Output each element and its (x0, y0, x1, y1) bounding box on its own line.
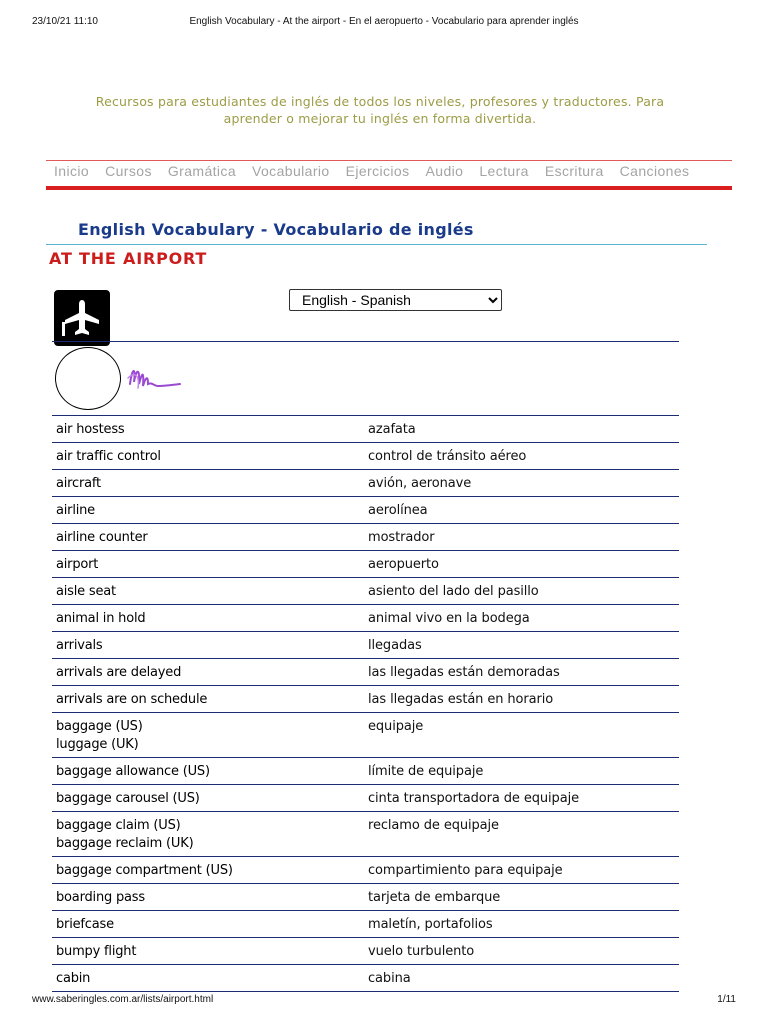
vocab-english-term: animal in hold (56, 611, 146, 626)
nav-item-canciones[interactable]: Canciones (619, 163, 690, 179)
vocab-row (52, 604, 679, 631)
vocab-english-term: baggage claim (US) (56, 818, 181, 833)
print-page-number: 1/11 (717, 994, 736, 1005)
nav-item-audio[interactable]: Audio (425, 163, 464, 179)
vocab-english (52, 686, 365, 712)
vocab-english (52, 659, 365, 685)
vocab-row (52, 415, 679, 442)
language-pair-select[interactable] (289, 289, 502, 311)
vocab-english-term: arrivals are on schedule (56, 692, 208, 707)
vocab-english (52, 497, 365, 523)
vocab-english (52, 713, 365, 757)
audio-player-circle[interactable] (55, 347, 121, 410)
vocab-spanish: maletín, portafolios (368, 917, 493, 932)
vocab-row (52, 937, 679, 964)
vocab-english-term: baggage carousel (US) (56, 791, 200, 806)
vocab-row (52, 712, 679, 757)
vocab-spanish: compartimiento para equipaje (368, 863, 563, 878)
vocab-row (52, 964, 679, 992)
vocab-english-term: air hostess (56, 422, 125, 437)
vocab-spanish: animal vivo en la bodega (368, 611, 530, 626)
page-heading: English Vocabulary - Vocabulario de inglés (78, 220, 474, 239)
nav-item-ejercicios[interactable]: Ejercicios (345, 163, 410, 179)
vocab-row (52, 757, 679, 784)
nav-item-vocabulario[interactable]: Vocabulario (252, 163, 330, 179)
vocab-english-term: airline counter (56, 530, 148, 545)
vocab-english (52, 965, 365, 991)
vocab-spanish: las llegadas están demoradas (368, 665, 560, 680)
print-url: www.saberingles.com.ar/lists/airport.html (32, 994, 214, 1005)
vocab-row (52, 577, 679, 604)
vocab-spanish: vuelo turbulento (368, 944, 475, 959)
vocab-english (52, 578, 365, 604)
vocab-row (52, 496, 679, 523)
vocab-row (52, 469, 679, 496)
vocab-spanish: cinta transportadora de equipaje (368, 791, 579, 806)
nav-top-rule (46, 160, 732, 161)
vocab-english-term: arrivals are delayed (56, 665, 182, 680)
vocab-english (52, 938, 365, 964)
vocab-english (52, 605, 365, 631)
vocab-row (52, 442, 679, 469)
vocab-english (52, 812, 365, 856)
nav-item-inicio[interactable]: Inicio (54, 163, 90, 179)
print-footer (32, 994, 736, 1008)
vocabulary-table (52, 415, 679, 992)
vocab-english-term: boarding pass (56, 890, 145, 905)
vocab-english (52, 884, 365, 910)
scribble-icon (124, 360, 184, 396)
vocab-row (52, 811, 679, 856)
vocab-row (52, 910, 679, 937)
vocab-row (52, 685, 679, 712)
vocab-english-term: baggage (US) (56, 719, 143, 734)
vocab-spanish: cabina (368, 971, 411, 986)
vocab-english (52, 524, 365, 550)
main-nav (46, 162, 732, 184)
vocab-english-term: luggage (UK) (56, 737, 139, 752)
page-subheading: AT THE AIRPORT (49, 249, 208, 268)
tagline-line-1: Recursos para estudiantes de inglés de todos los niveles, profesores y traductores. Para (95, 94, 665, 109)
nav-item-lectura[interactable]: Lectura (479, 163, 529, 179)
nav-bottom-rule (46, 186, 732, 190)
vocab-english (52, 857, 365, 883)
print-date: 23/10/21 11:10 (32, 16, 98, 27)
vocab-english (52, 911, 365, 937)
vocab-english-term: aircraft (56, 476, 101, 491)
vocab-row (52, 658, 679, 685)
vocab-english-term: briefcase (56, 917, 114, 932)
vocab-english (52, 632, 365, 658)
nav-item-gramatica[interactable]: Gramática (167, 163, 237, 179)
vocab-english-term: air traffic control (56, 449, 161, 464)
vocab-spanish: control de tránsito aéreo (368, 449, 527, 464)
vocab-spanish: aeropuerto (368, 557, 439, 572)
vocab-english (52, 785, 365, 811)
vocab-row (52, 523, 679, 550)
vocab-english-term: airport (56, 557, 99, 572)
vocab-spanish: aerolínea (368, 503, 428, 518)
vocab-spanish: tarjeta de embarque (368, 890, 501, 905)
vocab-english-term: baggage reclaim (UK) (56, 836, 194, 851)
site-tagline (60, 93, 700, 127)
vocab-row (52, 784, 679, 811)
vocab-english (52, 470, 365, 496)
nav-item-cursos[interactable]: Cursos (105, 163, 152, 179)
vocab-english-term: arrivals (56, 638, 103, 653)
vocab-spanish: azafata (368, 422, 416, 437)
tagline-line-2: aprender o mejorar tu inglés en forma divertida. (223, 111, 537, 126)
vocab-english (52, 443, 365, 469)
nav-item-escritura[interactable]: Escritura (544, 163, 604, 179)
vocab-spanish: llegadas (368, 638, 422, 653)
vocab-english-term: baggage compartment (US) (56, 863, 233, 878)
airplane-icon (54, 290, 110, 346)
vocab-row (52, 631, 679, 658)
vocab-spanish: equipaje (368, 719, 424, 734)
vocab-spanish: mostrador (368, 530, 435, 545)
table-top-rule (52, 341, 679, 342)
vocab-spanish: asiento del lado del pasillo (368, 584, 539, 599)
print-header (32, 16, 736, 30)
heading-rule (46, 244, 707, 245)
vocab-english-term: bumpy flight (56, 944, 137, 959)
vocab-row (52, 856, 679, 883)
vocab-row (52, 883, 679, 910)
vocab-row (52, 550, 679, 577)
vocab-english-term: baggage allowance (US) (56, 764, 210, 779)
vocab-english-term: airline (56, 503, 95, 518)
vocab-english-term: cabin (56, 971, 91, 986)
vocab-english (52, 416, 365, 442)
print-page-title: English Vocabulary - At the airport - En el aeropuerto - Vocabulario para aprender inglés (189, 16, 579, 27)
vocab-english-term: aisle seat (56, 584, 116, 599)
vocab-english (52, 758, 365, 784)
vocab-spanish: las llegadas están en horario (368, 692, 554, 707)
vocab-spanish: límite de equipaje (368, 764, 484, 779)
vocab-english (52, 551, 365, 577)
vocab-spanish: avión, aeronave (368, 476, 472, 491)
vocab-spanish: reclamo de equipaje (368, 818, 499, 833)
